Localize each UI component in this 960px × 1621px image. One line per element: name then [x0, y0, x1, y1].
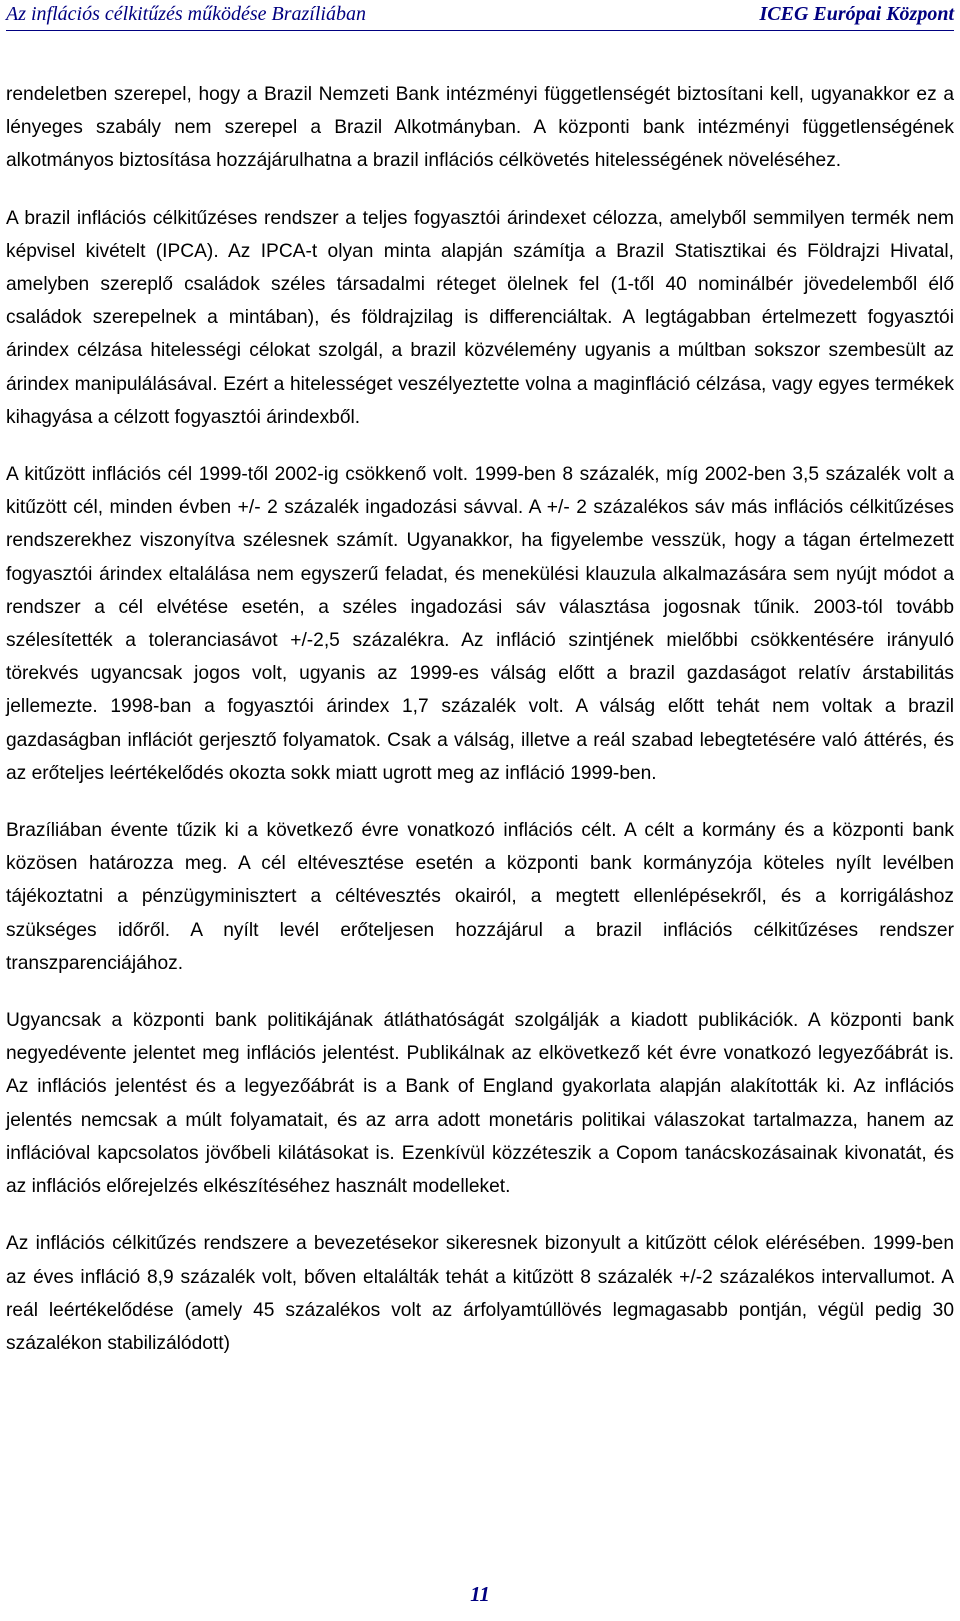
page-number: 11: [470, 1582, 490, 1606]
document-body: [6, 78, 954, 1384]
header-document-title: Az inflációs célkitűzés működése Brazíliában: [6, 3, 366, 25]
paragraph-2: A brazil inflációs célkitűzéses rendszer a teljes fogyasztói árindexet célozza, amelyből semmilyen termék nem képvisel kivételt (IPCA). Az IPCA-t olyan minta alapján számítja a Brazil Statisztikai és Földrajzi Hivatal, amelyben szereplő családok széles társadalmi réteget ölelnek fel (1-től 40 nominálbér jövedelemből élő családok szerepelnek a mintában), és földrajzilag is differenciáltak. A legtágabban értelmezett fogyasztói árindex célzása hitelességi célokat szolgál, a brazil közvélemény ugyanis a múltban sokszor szembesült az árindex manipulálásával. Ezért a hitelességet veszélyeztette volna a maginfláció célzása, vagy egyes termékek kihagyása a célzott fogyasztói árindexből.: [6, 207, 954, 428]
page-header: [6, 0, 954, 31]
paragraph-6: Az inflációs célkitűzés rendszere a bevezetésekor sikeresnek bizonyult a kitűzött célok elérésében. 1999-ben az éves infláció 8,9 százalék volt, bőven eltalálták tehát a kitűzött 8 százalék +/-2 százalékos intervallumot. A reál leértékelődése (amely 45 százalékos volt az árfolyamtúllövés legmagasabb pontján, végül pedig 30 százalékon stabilizálódott): [6, 1233, 954, 1354]
paragraph-5: Ugyancsak a központi bank politikájának átláthatóságát szolgálják a kiadott publikációk. A központi bank negyedévente jelentet meg inflációs jelentést. Publikálnak az elkövetkező két évre vonatkozó legyezőábrát is. Az inflációs jelentést és a legyezőábrát is a Bank of England gyakorlata alapján alakították ki. Az inflációs jelentés nemcsak a múlt folyamatait, és az arra adott monetáris politikai válaszokat tartalmazza, hanem az inflációval kapcsolatos jövőbeli kilátásokat is. Ezenkívül közzéteszik a Copom tanácskozásainak kivonatát, és az inflációs előrejelzés elkészítéséhez használt modelleket.: [6, 1010, 954, 1198]
header-organization: ICEG Európai Központ: [759, 3, 954, 25]
paragraph-1: rendeletben szerepel, hogy a Brazil Nemzeti Bank intézményi függetlenségét biztosítani kell, ugyanakkor ez a lényeges szabály nem szerepel a Brazil Alkotmányban. A központi bank intézményi függetlenségének alkotmányos biztosítása hozzájárulhatna a brazil inflációs célkövetés hitelességének növeléséhez.: [6, 84, 954, 172]
paragraph-3: A kitűzött inflációs cél 1999-től 2002-ig csökkenő volt. 1999-ben 8 százalék, míg 2002-ben 3,5 százalék volt a kitűzött cél, minden évben +/- 2 százalék ingadozási sávval. A +/- 2 százalékos sáv más inflációs célkitűzéses rendszerekhez viszonyítva szélesnek számít. Ugyanakkor, ha figyelembe vesszük, hogy a tágan értelmezett fogyasztói árindex eltalálása nem egyszerű feladat, és menekülési klauzula alkalmazására sem nyújt módot a rendszer a cél elvétése esetén, a széles ingadozási sáv választása jogosnak tűnik. 2003-tól tovább szélesítették a toleranciasávot +/-2,5 százalékra. Az infláció szintjének mielőbbi csökkentésére irányuló törekvés ugyancsak jogos volt, ugyanis az 1999-es válság előtt a brazil gazdaságot relatív árstabilitás jellemezte. 1998-ban a fogyasztói árindex 1,7 százalék volt. A válság előtt tehát nem voltak a brazil gazdaságban inflációt gerjesztő folyamatok. Csak a válság, illetve a reál szabad lebegtetésére való áttérés, és az erőteljes leértékelődés okozta sokk miatt ugrott meg az infláció 1999-ben.: [6, 464, 954, 784]
paragraph-4: Brazíliában évente tűzik ki a következő évre vonatkozó inflációs célt. A célt a kormány és a központi bank közösen határozza meg. A cél eltévesztése esetén a központi bank kormányzója köteles nyílt levélben tájékoztatni a pénzügyminisztert a céltévesztés okairól, a megtett ellenlépésekről, és a korrigáláshoz szükséges időről. A nyílt levél erőteljesen hozzájárul a brazil inflációs célkitűzéses rendszer transzparenciájához.: [6, 820, 954, 974]
